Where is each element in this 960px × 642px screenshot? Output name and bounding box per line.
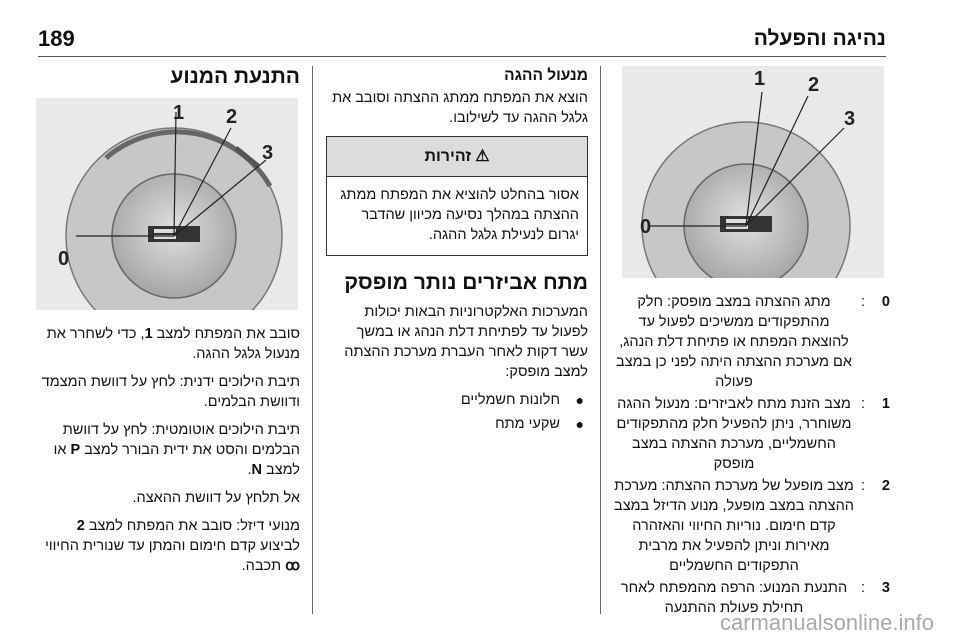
list-item xyxy=(614,476,890,576)
column-divider-left xyxy=(312,66,313,614)
position-description: מצב מופעל של מערכת ההצתה: מערכת ההצתה במצב מופעל, מנוע הדיזל במצב קדם חימום. נוריות החיווי והאזהרה מאירות וניתן להפעיל את מרבית התפקודים החשמליים xyxy=(614,478,854,574)
position-description: מצב הזנת מתח לאביזרים: מנעול ההגה משוחרר, ניתן להפעיל חלק מהתפקודים החשמליים, מערכת ההצתה במצב מופסק xyxy=(616,396,852,472)
key-position: 1 xyxy=(144,326,153,342)
figure-label-3: 3 xyxy=(844,108,856,130)
right-column-text xyxy=(614,292,890,620)
figure-label-3: 3 xyxy=(262,142,274,164)
list-item: ● שקעי מתח xyxy=(495,416,584,432)
selector-position-n: N xyxy=(251,462,263,478)
ignition-switch-illustration xyxy=(36,98,298,310)
middle-column xyxy=(326,66,588,438)
preheating-lamp-icon: ꝏ xyxy=(285,558,300,574)
warning-text: אסור בהחלט להוציא את המפתח ממתג ההצתה במהלך נסיעה מכיוון שהדבר יגרום לנעילת גלגל ההגה. xyxy=(340,187,579,243)
steering-lock-title: מנעול ההגה xyxy=(504,67,588,84)
position-description: מתג ההצתה במצב מופסק: חלק מהתפקודים ממשיכים לפעול עד להוצאת המפתח או פתיחת דלת הנהג, אם מערכת ההצתה היתה לפני כן במצב פעולה xyxy=(616,294,852,390)
key-position: 2 xyxy=(76,518,85,534)
position-number: 3 xyxy=(881,580,890,596)
steering-lock-text: הוצא את המפתח ממתג ההצתה וסובב את גלגל ההגה עד לשילובו. xyxy=(332,90,588,126)
figure-label-0: 0 xyxy=(58,248,70,270)
figure-label-1: 1 xyxy=(754,68,766,90)
figure-label-2: 2 xyxy=(808,74,820,96)
retained-power-text: המערכות האלקטרוניות הבאות יכולות לפעול עד לפתיחת דלת הנהג או במשך עשר דקות לאחר העברת מערכת ההצתה למצב מופסק: xyxy=(344,304,588,380)
paragraph-automatic-gearbox: תיבת הילוכים אוטומטית: לחץ על דוושת הבלמים והסט את ידית הבורר למצב P או למצב N. xyxy=(53,422,300,478)
figure-label-1: 1 xyxy=(173,102,185,124)
figure-label-0: 0 xyxy=(640,216,652,238)
retained-power-title: מתח אביזרים נותר מופסק xyxy=(344,271,588,294)
list-item xyxy=(614,394,890,474)
column-divider-right xyxy=(600,66,601,614)
paragraph-key-position: סובב את המפתח למצב 1, כדי לשחרר את מנעול גלגל ההגה. xyxy=(46,326,300,362)
position-number: 0 xyxy=(881,294,890,310)
ignition-switch-positions-illustration xyxy=(622,66,884,278)
left-column xyxy=(36,64,300,98)
position-description: התנעת המנוע: הרפה מהמפתח לאחר תחילת פעולת ההתנעה xyxy=(620,580,848,616)
list-item xyxy=(614,292,890,392)
position-number: 1 xyxy=(881,396,890,412)
ignition-diagram-right xyxy=(622,66,884,278)
starting-engine-title: התנעת המנוע xyxy=(170,65,300,88)
position-number: 2 xyxy=(881,478,890,494)
warning-box xyxy=(326,136,588,256)
left-column-text xyxy=(36,324,300,584)
list-item: ● חלונות חשמליים xyxy=(460,392,584,408)
bullet-icon: ● xyxy=(575,416,584,432)
position-colon: : xyxy=(860,396,866,412)
header-rule xyxy=(38,56,886,57)
warning-header xyxy=(327,137,587,177)
paragraph-accelerator: אל תלחץ על דוושת ההאצה. xyxy=(132,490,300,506)
position-colon: : xyxy=(860,294,866,310)
position-colon: : xyxy=(860,478,866,494)
position-colon: : xyxy=(860,580,866,596)
warning-title: זהירות xyxy=(424,147,472,165)
selector-position-p: P xyxy=(70,442,81,458)
paragraph-manual-gearbox: תיבת הילוכים ידנית: לחץ על דוושת המצמד ודוושת הבלמים. xyxy=(41,374,300,410)
page-number: 189 xyxy=(38,26,75,51)
retained-power-list xyxy=(326,390,588,434)
ignition-positions-list xyxy=(614,292,890,618)
paragraph-diesel: מנועי דיזל: סובב את המפתח למצב 2 לביצוע קדם חימום והמתן עד שנורית החיווי ꝏ תכבה. xyxy=(45,518,300,574)
figure-label-2: 2 xyxy=(226,106,238,128)
running-title: נהיגה והפעלה xyxy=(753,27,886,50)
warning-triangle-icon: ⚠ xyxy=(475,147,490,165)
bullet-icon: ● xyxy=(575,392,584,408)
ignition-diagram-left xyxy=(36,98,298,310)
watermark: carmanualsonline.info xyxy=(719,610,934,635)
